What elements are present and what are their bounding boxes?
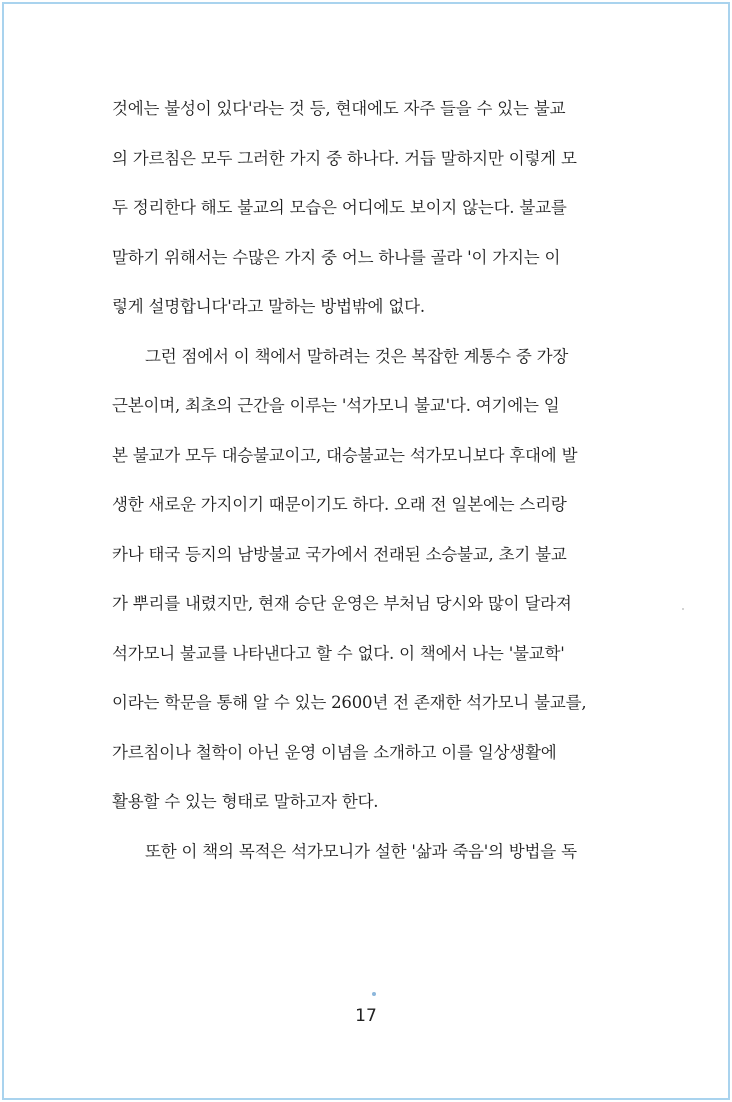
text-line: 렇게 설명합니다'라고 말하는 방법밖에 없다. xyxy=(112,297,425,316)
paragraph-2 xyxy=(112,332,648,827)
text-line: 그런 점에서 이 책에서 말하려는 것은 복잡한 계통수 중 가장 xyxy=(145,346,569,366)
text-line: 근본이며, 최초의 근간을 이루는 '석가모니 불교'다. 여기에는 일 xyxy=(112,396,560,415)
text-line: 생한 새로운 가지이기 때문이기도 하다. 오래 전 일본에는 스리랑 xyxy=(112,495,567,514)
text-line: 두 정리한다 해도 불교의 모습은 어디에도 보이지 않는다. 불교를 xyxy=(112,198,567,217)
paragraph-1 xyxy=(112,84,648,332)
text-line: 가 뿌리를 내렸지만, 현재 승단 운영은 부처님 당시와 많이 달라져 xyxy=(112,594,572,613)
page-marker-dot xyxy=(372,992,376,996)
text-line: 의 가르침은 모두 그러한 가지 중 하나다. 거듭 말하지만 이렇게 모 xyxy=(112,148,577,168)
text-line: 또한 이 책의 목적은 석가모니가 설한 '삶과 죽음'의 방법을 독 xyxy=(145,841,577,861)
text-line: 말하기 위해서는 수많은 가지 중 어느 하나를 골라 '이 가지는 이 xyxy=(112,247,561,267)
paragraph-3 xyxy=(112,827,648,877)
text-line: 활용할 수 있는 형태로 말하고자 한다. xyxy=(112,792,379,811)
speck-mark xyxy=(682,608,684,610)
text-line: 것에는 불성이 있다'라는 것 등, 현대에도 자주 들을 수 있는 불교 xyxy=(112,99,566,118)
page-number: 17 xyxy=(355,1006,377,1026)
text-line: 이라는 학문을 통해 알 수 있는 2600년 전 존재한 석가모니 불교를, xyxy=(112,693,587,712)
text-line: 가르침이나 철학이 아닌 운영 이념을 소개하고 이를 일상생활에 xyxy=(112,742,557,762)
text-line: 카나 태국 등지의 남방불교 국가에서 전래된 소승불교, 초기 불교 xyxy=(112,544,567,564)
text-line: 본 불교가 모두 대승불교이고, 대승불교는 석가모니보다 후대에 발 xyxy=(112,445,578,465)
text-line: 석가모니 불교를 나타낸다고 할 수 없다. 이 책에서 나는 '불교학' xyxy=(112,643,565,663)
body-text xyxy=(112,84,648,876)
